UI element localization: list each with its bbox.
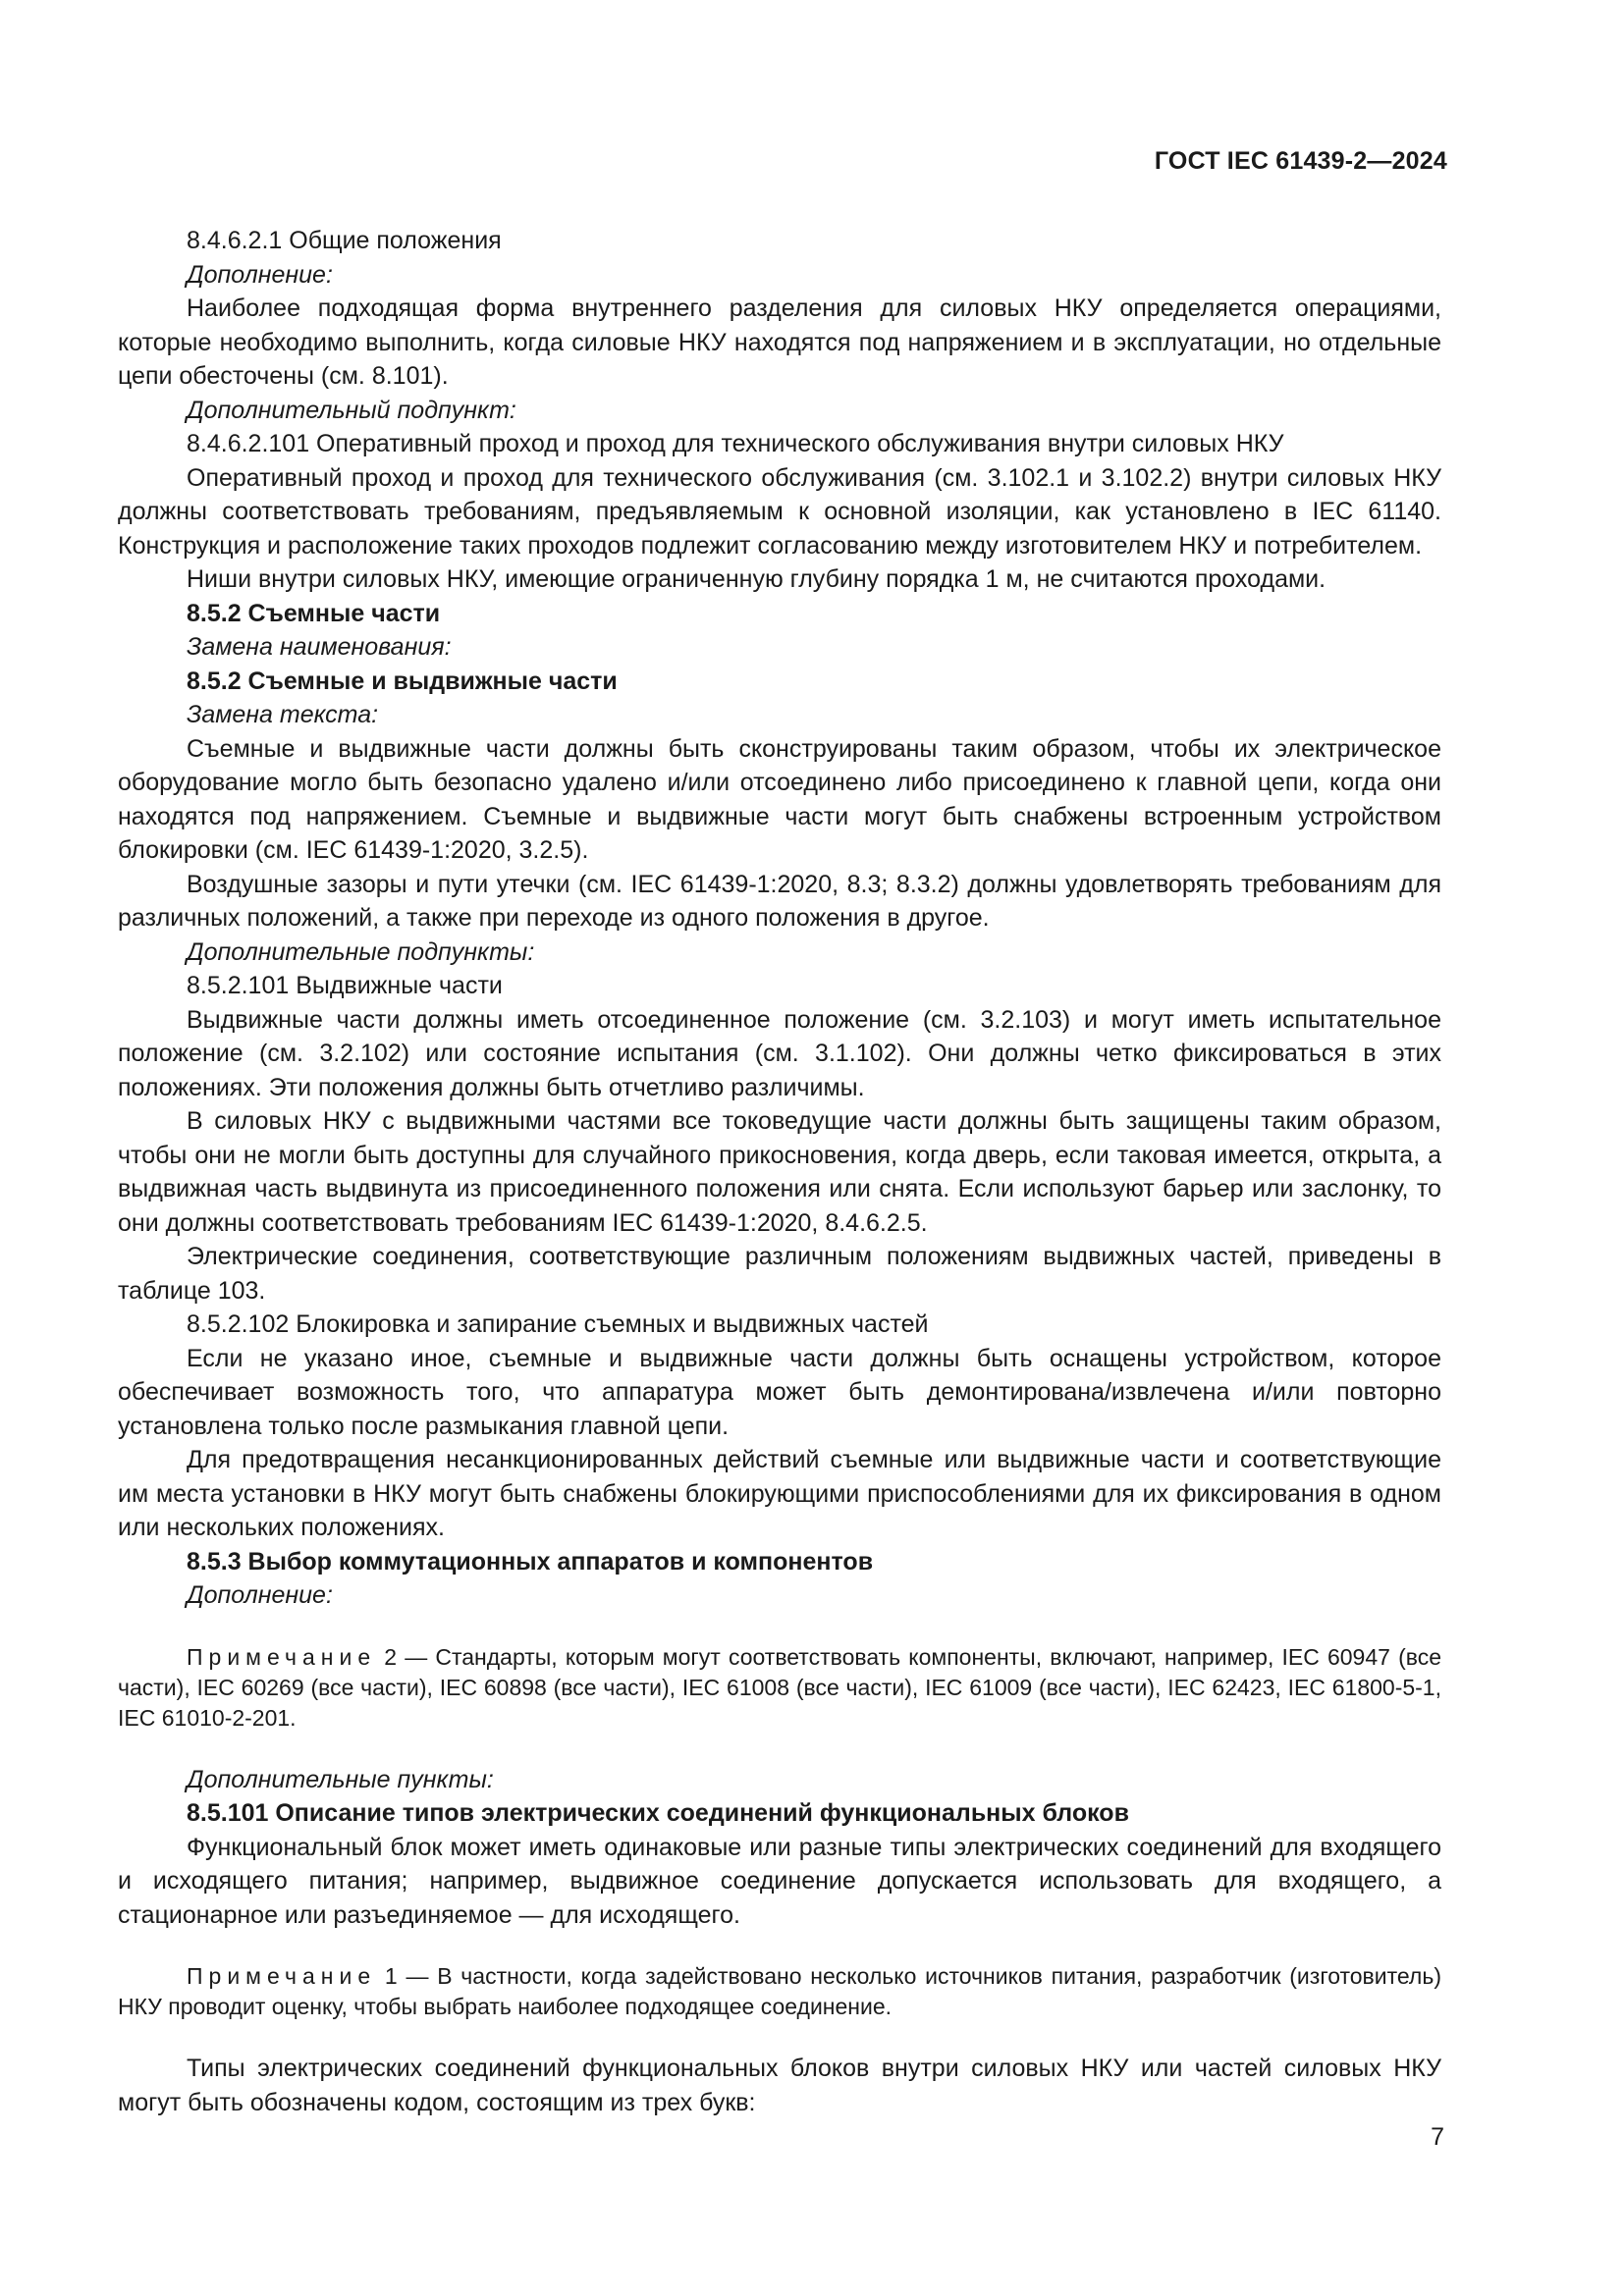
subsection-heading: 8.5.2.101 Выдвижные части <box>187 972 503 999</box>
subsection-heading: 8.5.2.102 Блокировка и запирание съемных и выдвижных частей <box>187 1310 929 1338</box>
paragraph: Наиболее подходящая форма внутреннего разделения для силовых НКУ определяется операциями, которые необходимо выполнить, когда силовые НКУ находятся под напряжением и в эксплуатации, но отдельные цепи обесточены (см. 8.101). <box>118 294 1441 390</box>
note <box>118 1642 1441 1734</box>
note <box>118 1961 1441 2022</box>
subsection-heading: 8.4.6.2.1 Общие положения <box>187 227 502 254</box>
document-designation: ГОСТ IEC 61439-2—2024 <box>1154 147 1447 175</box>
section-heading: 8.5.101 Описание типов электрических соединений функциональных блоков <box>187 1799 1129 1827</box>
amendment-label: Замена текста: <box>187 701 379 728</box>
amendment-label: Дополнительные пункты: <box>187 1765 494 1793</box>
section-heading: 8.5.2 Съемные части <box>187 599 441 627</box>
note-lead: Примечание <box>187 1643 377 1670</box>
amendment-label: Замена наименования: <box>187 633 452 661</box>
amendment-label: Дополнение: <box>187 1581 333 1609</box>
amendment-label: Дополнительные подпункты: <box>187 937 535 966</box>
paragraph: Выдвижные части должны иметь отсоединенное положение (см. 3.2.103) и могут иметь испытательное положение (см. 3.2.102) или состояние испытания (см. 3.1.102). Они должны четко фиксироваться в этих положениях. Эти положения должны быть отчетливо различимы. <box>118 1005 1441 1101</box>
section-heading: 8.5.2 Съемные и выдвижные части <box>187 667 618 695</box>
paragraph: Воздушные зазоры и пути утечки (см. IEC 61439-1:2020, 8.3; 8.3.2) должны удовлетворять требованиям для различных положений, а также при переходе из одного положения в другое. <box>118 870 1441 932</box>
note-text: 2 — Стандарты, которым могут соответствовать компоненты, включают, например, IEC 60947 (все части), IEC 60269 (все части), IEC 60898 (все части), IEC 61008 (все части), IEC 61009 (все части), IEC 62423, IEC 61800-5-1, IEC 61010-2-201. <box>118 1643 1441 1731</box>
document-body <box>118 224 1441 2119</box>
paragraph: Если не указано иное, съемные и выдвижные части должны быть оснащены устройством, которое обеспечивает возможность того, что аппаратура может быть демонтирована/извлечена и/или повторно установлена только после размыкания главной цепи. <box>118 1344 1441 1440</box>
paragraph: Съемные и выдвижные части должны быть сконструированы таким образом, чтобы их электрическое оборудование могло быть безопасно удалено и/или отсоединено либо присоединено к главной цепи, когда они находятся под напряжением. Съемные и выдвижные части могут быть снабжены встроенным устройством блокировки (см. IEC 61439-1:2020, 3.2.5). <box>118 734 1441 864</box>
paragraph: Оперативный проход и проход для технического обслуживания (см. 3.102.1 и 3.102.2) внутри силовых НКУ должны соответствовать требованиям, предъявляемым к основной изоляции, как установлено в IEC 61140. Конструкция и расположение таких проходов подлежит согласованию между изготовителем НКУ и потребителем. <box>118 463 1441 560</box>
page-number: 7 <box>1431 2123 1444 2151</box>
note-text: 1 — В частности, когда задействовано несколько источников питания, разработчик (изготовитель) НКУ проводит оценку, чтобы выбрать наиболее подходящее соединение. <box>118 1963 1441 2019</box>
note-lead: Примечание <box>187 1963 377 1989</box>
amendment-label: Дополнительный подпункт: <box>187 396 516 424</box>
paragraph: Функциональный блок может иметь одинаковые или разные типы электрических соединений для входящего и исходящего питания; например, выдвижное соединение допускается использовать для входящего, а стационарное или разъединяемое — для исходящего. <box>118 1833 1441 1929</box>
paragraph: Ниши внутри силовых НКУ, имеющие ограниченную глубину порядка 1 м, не считаются проходами. <box>187 565 1326 593</box>
paragraph: Для предотвращения несанкционированных действий съемные или выдвижные части и соответствующие им места установки в НКУ могут быть снабжены блокирующими приспособлениями для их фиксирования в одном или нескольких положениях. <box>118 1446 1441 1541</box>
subsection-heading: 8.4.6.2.101 Оперативный проход и проход для технического обслуживания внутри силовых НКУ <box>187 430 1284 457</box>
section-heading: 8.5.3 Выбор коммутационных аппаратов и компонентов <box>187 1547 874 1575</box>
paragraph: Типы электрических соединений функциональных блоков внутри силовых НКУ или частей силовых НКУ могут быть обозначены кодом, состоящим из трех букв: <box>118 2055 1441 2116</box>
amendment-label: Дополнение: <box>187 260 333 289</box>
paragraph: Электрические соединения, соответствующие различным положениям выдвижных частей, приведены в таблице 103. <box>118 1243 1441 1305</box>
paragraph: В силовых НКУ с выдвижными частями все токоведущие части должны быть защищены таким образом, чтобы они не могли быть доступны для случайного прикосновения, когда дверь, если таковая имеется, открыта, а выдвижная часть выдвинута из присоединенного положения или снята. Если используют барьер или заслонку, то они должны соответствовать требованиям IEC 61439-1:2020, 8.4.6.2.5. <box>118 1107 1441 1237</box>
